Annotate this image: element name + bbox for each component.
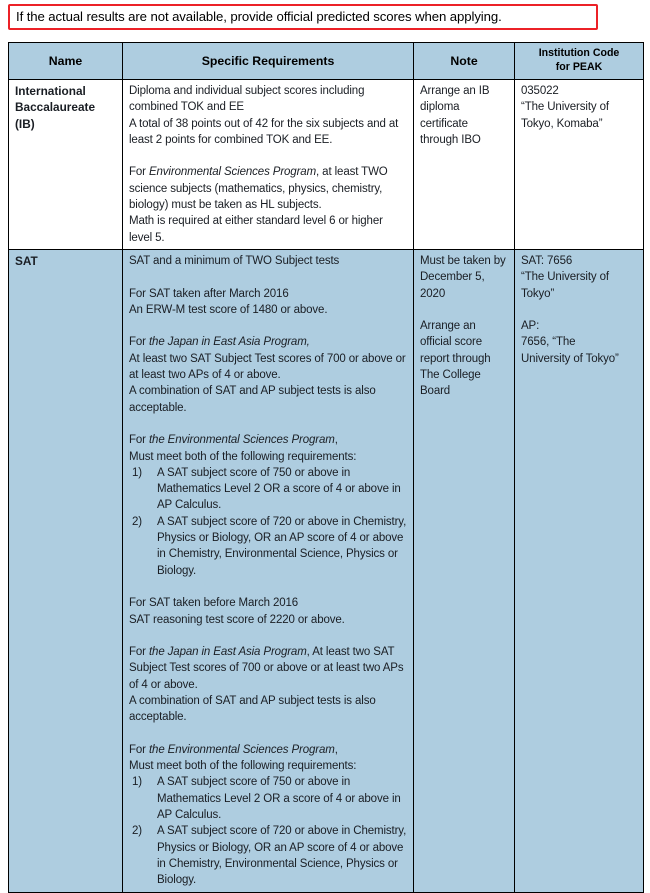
col-header-institution-code (515, 43, 644, 80)
paragraph (521, 318, 637, 334)
requirements-table (8, 42, 644, 893)
text-segment: A combination of SAT and AP subject tests is also acceptable. (129, 694, 376, 724)
cell-requirements (123, 80, 414, 250)
paragraph (129, 334, 407, 350)
text-segment: Math is required at either standard level 6 or higher level 5. (129, 215, 383, 244)
text-segment: Tokyo, Komaba” (521, 117, 603, 130)
paragraph (521, 83, 637, 99)
list-item-number: 2) (132, 825, 142, 838)
text-segment: For (129, 646, 149, 659)
blank-line (521, 302, 637, 318)
italic-text-segment: Environmental Sciences Program (148, 166, 317, 179)
paragraph (521, 334, 637, 350)
numbered-list-item (129, 465, 407, 514)
text-segment: University of Tokyo” (521, 352, 619, 365)
paragraph (521, 99, 637, 115)
paragraph (129, 213, 407, 246)
text-segment: For SAT taken after March 2016 (129, 287, 289, 300)
text-segment: A combination of SAT and AP subject tests is also acceptable. (129, 385, 376, 414)
text-segment: A SAT subject score of 750 or above in Mathematics Level 2 OR a score of 4 or above in AP Calculus. (157, 776, 401, 822)
document-page (0, 4, 650, 887)
notice-text: If the actual results are not available, provide official predicted scores when applying. (16, 9, 502, 24)
paragraph (420, 116, 508, 132)
text-segment: official score (420, 336, 483, 349)
cell-name: SAT (9, 249, 123, 892)
numbered-list-item (129, 823, 407, 888)
text-segment: Arrange an IB (420, 85, 490, 97)
list-item-text (154, 514, 407, 579)
numbered-list-item (129, 774, 407, 823)
text-segment: certificate (420, 117, 468, 130)
list-item-text (154, 823, 407, 888)
paragraph (129, 286, 407, 302)
paragraph (420, 253, 508, 269)
text-segment: “The University of (521, 101, 609, 114)
paragraph (420, 83, 508, 99)
list-item-text (154, 465, 407, 514)
cell-requirements (123, 249, 414, 892)
list-item-number: 1) (132, 466, 142, 479)
paragraph (129, 742, 407, 758)
text-segment: A SAT subject score of 720 or above in Chemistry, Physics or Biology, OR an AP score of 4 or above in Chemistry, Environmental Science, Physics or Biology. (157, 515, 407, 577)
text-segment: , (334, 743, 338, 756)
blank-line (129, 628, 407, 644)
text-segment: “The University of (521, 271, 609, 284)
paragraph (129, 449, 407, 465)
text-segment: AP: (521, 320, 540, 333)
col-header-note: Note (414, 43, 515, 80)
col-header-requirements: Specific Requirements (123, 43, 414, 80)
paragraph (420, 367, 508, 383)
blank-line (129, 269, 407, 285)
paragraph (129, 758, 407, 774)
table-header-row (9, 43, 644, 80)
text-segment: SAT: 7656 (521, 254, 573, 267)
paragraph (521, 286, 637, 302)
paragraph (420, 351, 508, 367)
text-segment: A total of 38 points out of 42 for the six subjects and at least 2 points for combined TOK and EE. (129, 117, 399, 146)
notice-banner (8, 4, 598, 30)
text-segment: SAT and a minimum of TWO Subject tests (129, 254, 340, 267)
text-segment: 2020 (420, 287, 446, 300)
paragraph (129, 253, 407, 269)
text-segment: 7656, “The (521, 336, 576, 349)
paragraph (420, 286, 508, 302)
italic-text-segment: the Japan in East Asia Program (148, 646, 307, 659)
paragraph (420, 99, 508, 115)
cell-note (414, 249, 515, 892)
text-segment: report through (420, 352, 491, 365)
paragraph (521, 269, 637, 285)
text-segment: For SAT taken before March 2016 (129, 597, 299, 610)
cell-code (515, 80, 644, 250)
text-segment: For (129, 336, 149, 349)
text-segment: For (129, 166, 149, 179)
list-item-text (154, 774, 407, 823)
paragraph (521, 351, 637, 367)
text-segment: Diploma and individual subject scores including combined TOK and EE (129, 85, 365, 114)
paragraph (129, 595, 407, 611)
paragraph (129, 432, 407, 448)
text-segment: SAT reasoning test score of 2220 or above. (129, 613, 345, 626)
paragraph (129, 383, 407, 416)
paragraph (521, 253, 637, 269)
paragraph (420, 383, 508, 399)
text-segment: Must meet both of the following requirements: (129, 450, 357, 463)
numbered-list-item (129, 514, 407, 579)
blank-line (129, 726, 407, 742)
table-row (9, 249, 644, 892)
list-item-number: 1) (132, 776, 142, 789)
text-segment: , At least two SAT Subject Test scores of 700 or above or at least two APs of 4 or above. (129, 646, 404, 691)
code-header-line2: for PEAK (555, 61, 603, 73)
text-segment: , at least TWO science subjects (mathematics, physics, chemistry, biology) must be taken as HL subjects. (129, 166, 388, 212)
blank-line (129, 579, 407, 595)
paragraph (129, 83, 407, 116)
table-body (9, 80, 644, 893)
paragraph (521, 116, 637, 132)
italic-text-segment: the Japan in East Asia Program, (148, 336, 310, 349)
paragraph (129, 351, 407, 384)
text-segment: Arrange an (420, 320, 476, 333)
cell-name: International Baccalaureate (IB) (9, 80, 123, 250)
paragraph (129, 612, 407, 628)
text-segment: Board (420, 385, 451, 398)
italic-text-segment: the Environmental Sciences Program (148, 743, 335, 756)
text-segment: The College (420, 369, 481, 382)
paragraph (420, 334, 508, 350)
cell-code (515, 249, 644, 892)
italic-text-segment: the Environmental Sciences Program (148, 434, 335, 447)
paragraph (129, 302, 407, 318)
paragraph (420, 318, 508, 334)
text-segment: Must be taken by (420, 254, 506, 267)
paragraph (420, 269, 508, 285)
paragraph (129, 116, 407, 149)
text-segment: Must meet both of the following requirements: (129, 760, 357, 773)
text-segment: At least two SAT Subject Test scores of 700 or above or at least two APs of 4 or above. (129, 352, 406, 382)
paragraph (129, 164, 407, 213)
text-segment: December 5, (420, 271, 485, 284)
text-segment: , (334, 434, 338, 447)
paragraph (420, 132, 508, 148)
paragraph (129, 644, 407, 693)
text-segment: A SAT subject score of 720 or above in Chemistry, Physics or Biology, OR an AP score of 4 or above in Chemistry, Environmental Science, Physics or Biology. (157, 825, 407, 887)
code-header-line1: Institution Code (538, 47, 620, 60)
table-row (9, 80, 644, 250)
text-segment: An ERW-M test score of 1480 or above. (129, 303, 328, 316)
blank-line (129, 148, 407, 164)
blank-line (129, 416, 407, 432)
text-segment: diploma (420, 101, 460, 114)
text-segment: 035022 (521, 85, 559, 97)
col-header-name: Name (9, 43, 123, 80)
blank-line (420, 302, 508, 318)
text-segment: A SAT subject score of 750 or above in Mathematics Level 2 OR a score of 4 or above in AP Calculus. (157, 466, 401, 512)
cell-note (414, 80, 515, 250)
text-segment: For (129, 434, 149, 447)
paragraph (129, 693, 407, 726)
blank-line (129, 318, 407, 334)
text-segment: through IBO (420, 133, 481, 146)
text-segment: Tokyo” (521, 287, 555, 300)
list-item-number: 2) (132, 515, 142, 528)
text-segment: For (129, 743, 149, 756)
